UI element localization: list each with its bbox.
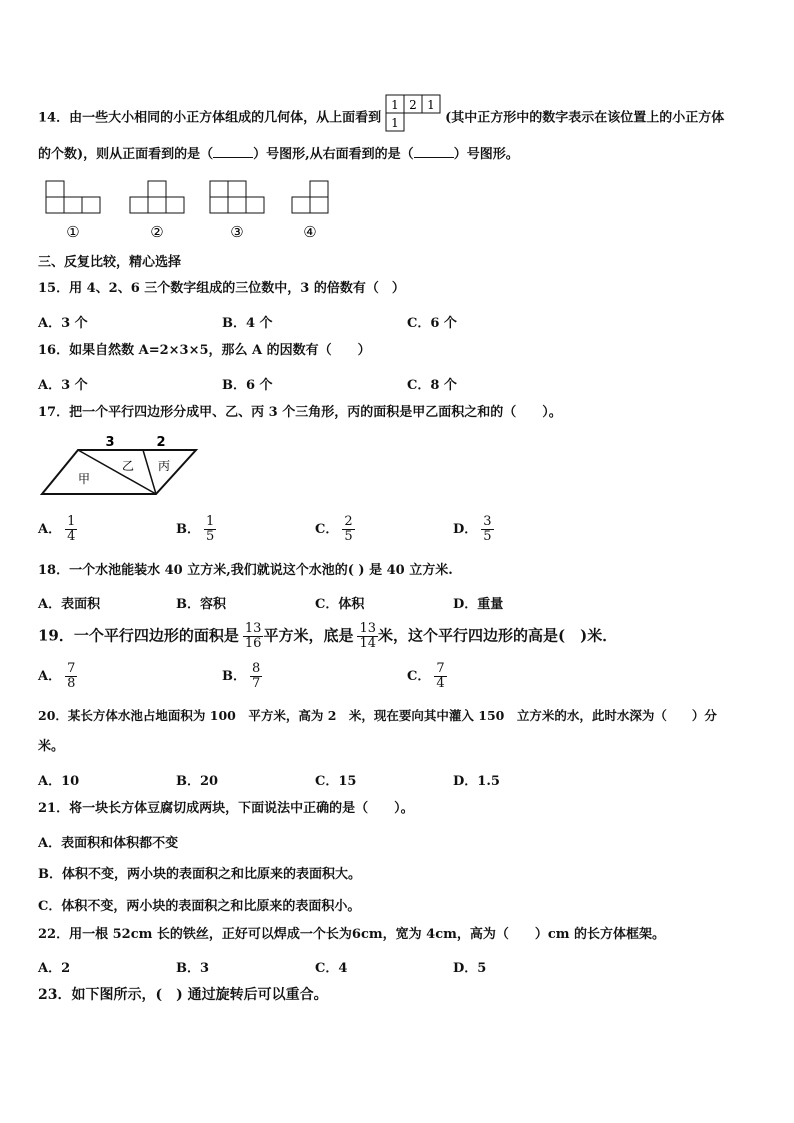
figure-label: ③ [230,223,244,241]
q16-text: 16．如果自然数 A=2×3×5，那么 A 的因数有（ ） [38,343,371,358]
q14-line2 [38,145,519,164]
q22-option-b[interactable]: B．3 [176,961,210,976]
q14-line1 [38,98,724,138]
q20-line2: 米。 [38,739,65,754]
q16-option-b[interactable]: B．6 个 [222,378,273,393]
q14-text-a: 14．由一些大小相同的小正方体组成的几何体，从上面看到 [38,110,382,126]
q18-option-b[interactable]: B．容积 [176,597,226,612]
q16-option-c[interactable]: C．8 个 [407,378,457,393]
q14-text-c: 的个数)，则从正面看到的是（ [38,147,214,162]
part-label-jia: 甲 [77,472,91,486]
q18-option-a[interactable]: A．表面积 [38,597,101,612]
q23-text: 23．如下图所示，( ) 通过旋转后可以重合。 [38,987,328,1003]
top-length-label: 3 [105,435,115,450]
q18-option-d[interactable]: D．重量 [453,597,504,612]
section-heading: 三、反复比较，精心选择 [38,255,182,270]
q14-figures [38,175,338,245]
q21-option-a[interactable]: A．表面积和体积都不变 [38,836,179,851]
q14-top-view [385,94,441,134]
top-view-cell: 1 [391,98,399,112]
q19-option-a[interactable]: A． $\frac{7}{8}$ [38,661,76,691]
q15-option-c[interactable]: C．6 个 [407,316,457,331]
q17-option-a[interactable]: A． $\frac{1}{4}$ [38,514,76,544]
figure-3 [210,181,264,213]
q17-option-c[interactable]: C． $\frac{2}{5}$ [315,514,353,544]
q19-option-c[interactable]: C． $\frac{7}{4}$ [407,661,445,691]
q20-line1: 20．某长方体水池占地面积为 100 平方米，高为 2 米，现在要向其中灌入 150 立方米的水，此时水深为（ ）分 [38,708,717,723]
q19-option-b[interactable]: B． $\frac{8}{7}$ [222,661,261,691]
q14-text-e: ）号图形。 [453,147,519,162]
figure-label: ① [66,223,80,241]
q22-text: 22．用一根 52cm 长的铁丝，正好可以焊成一个长为6cm，宽为 4cm，高为（ ）cm 的长方体框架。 [38,927,666,942]
q15-text: 15．用 4、2、6 三个数字组成的三位数中，3 的倍数有（ ） [38,281,405,296]
top-view-cell: 2 [409,98,417,112]
top-view-cell: 1 [391,116,399,130]
q17-option-d[interactable]: D． $\frac{3}{5}$ [453,514,492,544]
q21-text: 21．将一块长方体豆腐切成两块，下面说法中正确的是（ ）。 [38,801,414,816]
q14-text-d: ）号图形,从右面看到的是（ [253,147,414,162]
q22-option-d[interactable]: D．5 [453,961,487,976]
q17-option-b[interactable]: B． $\frac{1}{5}$ [176,514,215,544]
q18-option-c[interactable]: C．体积 [315,597,365,612]
q20-option-c[interactable]: C．15 [315,774,357,789]
q17-parallelogram-figure [38,434,208,500]
top-view-cell: 1 [427,98,435,112]
part-label-bing: 丙 [157,459,171,473]
q16-option-a[interactable]: A．3 个 [38,378,88,393]
q20-option-d[interactable]: D．1.5 [453,774,500,789]
q14-text-b: (其中正方形中的数字表示在该位置上的小正方体 [445,110,725,126]
top-length-label: 2 [156,435,166,450]
q15-option-a[interactable]: A．3 个 [38,316,88,331]
q19-text: 19．一个平行四边形的面积是 $\frac{13}{16}$ 平方米，底是 $\frac{13}{14}$ 米，这个平行四边形的高是( )米． [38,621,618,651]
q21-option-b[interactable]: B．体积不变，两小块的表面积之和比原来的表面积大。 [38,867,361,882]
answer-blank[interactable] [213,145,253,158]
figure-label: ② [150,223,164,241]
q20-option-a[interactable]: A．10 [38,774,80,789]
q22-option-c[interactable]: C．4 [315,961,348,976]
part-label-yi: 乙 [121,459,135,473]
q21-option-c[interactable]: C．体积不变，两小块的表面积之和比原来的表面积小。 [38,899,361,914]
q15-option-b[interactable]: B．4 个 [222,316,273,331]
figure-label: ④ [303,223,317,241]
q18-text: 18．一个水池能装水 40 立方米,我们就说这个水池的( ) 是 40 立方米. [38,563,453,578]
q20-option-b[interactable]: B．20 [176,774,219,789]
figure-2 [130,181,184,213]
answer-blank[interactable] [414,145,454,158]
figure-4 [292,181,328,213]
q22-option-a[interactable]: A．2 [38,961,71,976]
q17-text: 17．把一个平行四边形分成甲、乙、丙 3 个三角形，丙的面积是甲乙面积之和的（ ）。 [38,405,562,420]
figure-1 [46,181,100,213]
